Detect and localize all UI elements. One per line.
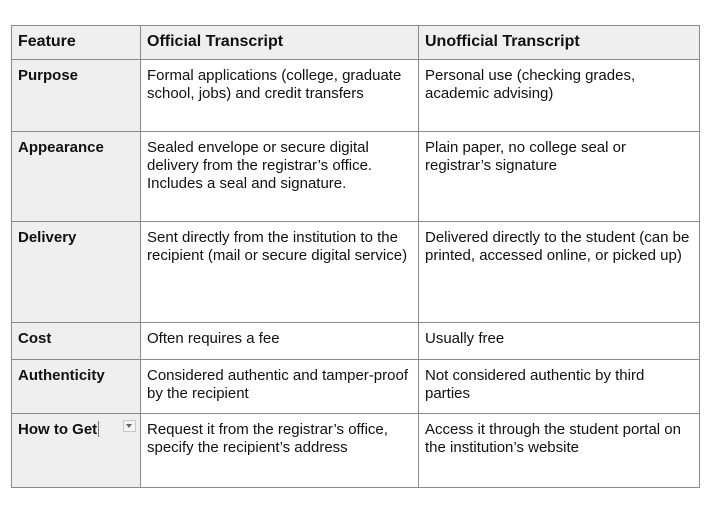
table-row: [12, 323, 700, 360]
unofficial-cell[interactable]: Delivered directly to the student (can be printed, accessed online, or picked up): [419, 222, 700, 323]
feature-cell[interactable]: Authenticity: [12, 360, 141, 414]
official-cell[interactable]: Sealed envelope or secure digital delivery from the registrar’s office. Includes a seal and signature.: [141, 132, 419, 222]
feature-cell[interactable]: Delivery: [12, 222, 141, 323]
feature-cell[interactable]: Appearance: [12, 132, 141, 222]
official-cell[interactable]: Often requires a fee: [141, 323, 419, 360]
official-cell[interactable]: Considered authentic and tamper-proof by the recipient: [141, 360, 419, 414]
header-official[interactable]: Official Transcript: [141, 26, 419, 60]
comparison-table: [11, 25, 700, 488]
header-row: [12, 26, 700, 60]
unofficial-cell[interactable]: Not considered authentic by third parties: [419, 360, 700, 414]
feature-cell[interactable]: Purpose: [12, 60, 141, 132]
feature-cell-active[interactable]: [12, 414, 141, 488]
header-feature[interactable]: Feature: [12, 26, 141, 60]
header-unofficial[interactable]: Unofficial Transcript: [419, 26, 700, 60]
text-cursor: [98, 421, 99, 437]
official-cell[interactable]: Formal applications (college, graduate school, jobs) and credit transfers: [141, 60, 419, 132]
table-row: [12, 132, 700, 222]
unofficial-cell[interactable]: Access it through the student portal on the institution’s website: [419, 414, 700, 488]
unofficial-cell[interactable]: Personal use (checking grades, academic advising): [419, 60, 700, 132]
feature-cell[interactable]: Cost: [12, 323, 141, 360]
dropdown-arrow-icon[interactable]: [123, 420, 136, 432]
official-cell[interactable]: Sent directly from the institution to the recipient (mail or secure digital service): [141, 222, 419, 323]
table-row: [12, 414, 700, 488]
unofficial-cell[interactable]: Usually free: [419, 323, 700, 360]
table-row: [12, 60, 700, 132]
unofficial-cell[interactable]: Plain paper, no college seal or registrar’s signature: [419, 132, 700, 222]
table-row: [12, 360, 700, 414]
table-row: [12, 222, 700, 323]
feature-label: How to Get: [18, 421, 98, 438]
official-cell[interactable]: Request it from the registrar’s office, specify the recipient’s address: [141, 414, 419, 488]
